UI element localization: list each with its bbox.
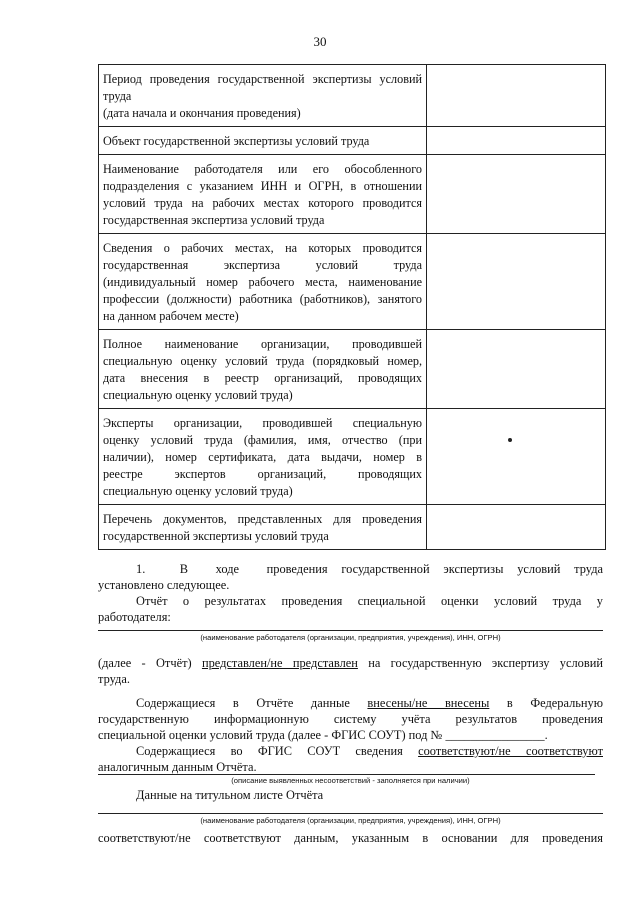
fgis-entry-suffix: в Федеральную bbox=[489, 696, 604, 710]
expertise-info-table bbox=[98, 64, 606, 550]
table-row bbox=[99, 505, 606, 550]
row-label bbox=[99, 330, 427, 409]
row-label bbox=[99, 505, 427, 550]
report-status-cont: труда. bbox=[98, 672, 130, 686]
fgis-entry-cont: государственную информационную систему учёта результатов проведения bbox=[98, 712, 603, 726]
fgis-compare-line bbox=[98, 743, 603, 759]
row-label bbox=[99, 127, 427, 155]
row-value-cell[interactable] bbox=[427, 409, 606, 505]
row-value-cell[interactable] bbox=[427, 155, 606, 234]
fgis-entry-prefix: Содержащиеся в Отчёте данные bbox=[136, 696, 368, 710]
employer-caption: (наименование работодателя (организации, предприятия, учреждения), ИНН, ОГРН) bbox=[200, 633, 501, 642]
row-label-line: специальную оценку условий труда) bbox=[103, 484, 293, 498]
report-status-option: представлен/не представлен bbox=[201, 656, 358, 670]
fgis-entry-line bbox=[98, 695, 603, 711]
fgis-compare-prefix: Содержащиеся во ФГИС СОУТ сведения bbox=[136, 744, 419, 758]
row-label-line: Сведения о рабочих местах, на которых проводится bbox=[103, 241, 422, 255]
row-label-line: специальную оценку условий труда (порядковый номер, bbox=[103, 354, 422, 368]
row-label-line: (дата начала и окончания проведения) bbox=[103, 106, 301, 120]
row-label-line: Объект государственной экспертизы условий труда bbox=[103, 134, 370, 148]
row-label-line: Полное наименование организации, проводившей bbox=[103, 337, 422, 351]
table-row bbox=[99, 330, 606, 409]
row-label-line: государственная экспертиза условий труда bbox=[103, 258, 422, 272]
section-1-heading: 1. В ходе проведения государственной экспертизы условий труда bbox=[136, 562, 603, 576]
row-label-line: Наименование работодателя или его обособленного bbox=[103, 162, 422, 176]
row-label-line: дата внесения в реестр организаций, проводящих bbox=[103, 371, 422, 385]
title-employer-caption: (наименование работодателя (организации, предприятия, учреждения), ИНН, ОГРН) bbox=[200, 816, 501, 825]
row-label-line: Период проведения государственной экспертизы условий bbox=[103, 72, 422, 86]
row-label-line: (индивидуальный номер рабочего места, наименование bbox=[103, 275, 422, 289]
table-row bbox=[99, 127, 606, 155]
discrepancy-caption: (описание выявленных несоответствий - заполняется при наличии) bbox=[231, 776, 470, 785]
report-status-suffix: на государственную экспертизу условий bbox=[357, 656, 603, 670]
section-1-heading-cont: установлено следующее. bbox=[98, 578, 230, 592]
table-row bbox=[99, 65, 606, 127]
section-1 bbox=[98, 561, 603, 625]
row-label-line: реестре экспертов организаций, проводящих bbox=[103, 467, 422, 481]
table-row bbox=[99, 155, 606, 234]
fgis-compare-cont: аналогичным данным Отчёта. bbox=[98, 760, 257, 774]
row-label-line: подразделения с указанием ИНН и ОГРН, в отношении bbox=[103, 179, 422, 193]
title-employer-fill-line[interactable] bbox=[98, 813, 603, 814]
fgis-compare-option: соответствуют/не соответствуют bbox=[418, 744, 603, 758]
row-value-cell[interactable] bbox=[427, 65, 606, 127]
report-paragraph-cont: работодателя: bbox=[98, 610, 171, 624]
row-value-cell[interactable] bbox=[427, 127, 606, 155]
row-value-cell[interactable] bbox=[427, 505, 606, 550]
row-label-line: специальную оценку условий труда) bbox=[103, 388, 293, 402]
row-label bbox=[99, 155, 427, 234]
row-label-line: профессии (должности) работника (работников), занятого bbox=[103, 292, 422, 306]
row-label-line: государственной экспертизы условий труда bbox=[103, 529, 329, 543]
row-label-line: на данном рабочем месте) bbox=[103, 309, 239, 323]
fgis-entry-number: специальной оценки условий труда (далее - ФГИС СОУТ) под № ________________. bbox=[98, 728, 548, 742]
report-paragraph: Отчёт о результатах проведения специальной оценки условий труда у bbox=[136, 594, 603, 608]
page-number: 30 bbox=[313, 34, 327, 49]
employer-fill-line[interactable] bbox=[98, 630, 603, 631]
ink-dot bbox=[508, 438, 512, 442]
row-value-cell[interactable] bbox=[427, 234, 606, 330]
row-value-cell[interactable] bbox=[427, 330, 606, 409]
final-line: соответствуют/не соответствуют данным, указанным в основании для проведения bbox=[98, 831, 603, 845]
row-label-line: условий труда на рабочих местах которого проводится bbox=[103, 196, 422, 210]
fgis-entry-option: внесены/не внесены bbox=[367, 696, 490, 710]
table-row bbox=[99, 409, 606, 505]
row-label-line: оценку условий труда (фамилия, имя, отчество (при bbox=[103, 433, 422, 447]
row-label bbox=[99, 65, 427, 127]
row-label bbox=[99, 234, 427, 330]
table-row bbox=[99, 234, 606, 330]
report-status bbox=[98, 655, 603, 775]
row-label-line: наличии), номер сертификата, дата выдачи, номер в bbox=[103, 450, 422, 464]
report-status-prefix: (далее - Отчёт) bbox=[98, 656, 202, 670]
row-label-line: Перечень документов, представленных для проведения bbox=[103, 512, 422, 526]
report-status-line bbox=[98, 655, 603, 671]
row-label bbox=[99, 409, 427, 505]
discrepancy-fill-line[interactable] bbox=[98, 774, 595, 775]
row-label-line: Эксперты организации, проводившей специальную bbox=[103, 416, 422, 430]
row-label-line: труда bbox=[103, 89, 132, 103]
row-label-line: государственная экспертиза условий труда bbox=[103, 213, 325, 227]
title-page-heading: Данные на титульном листе Отчёта bbox=[136, 788, 324, 802]
